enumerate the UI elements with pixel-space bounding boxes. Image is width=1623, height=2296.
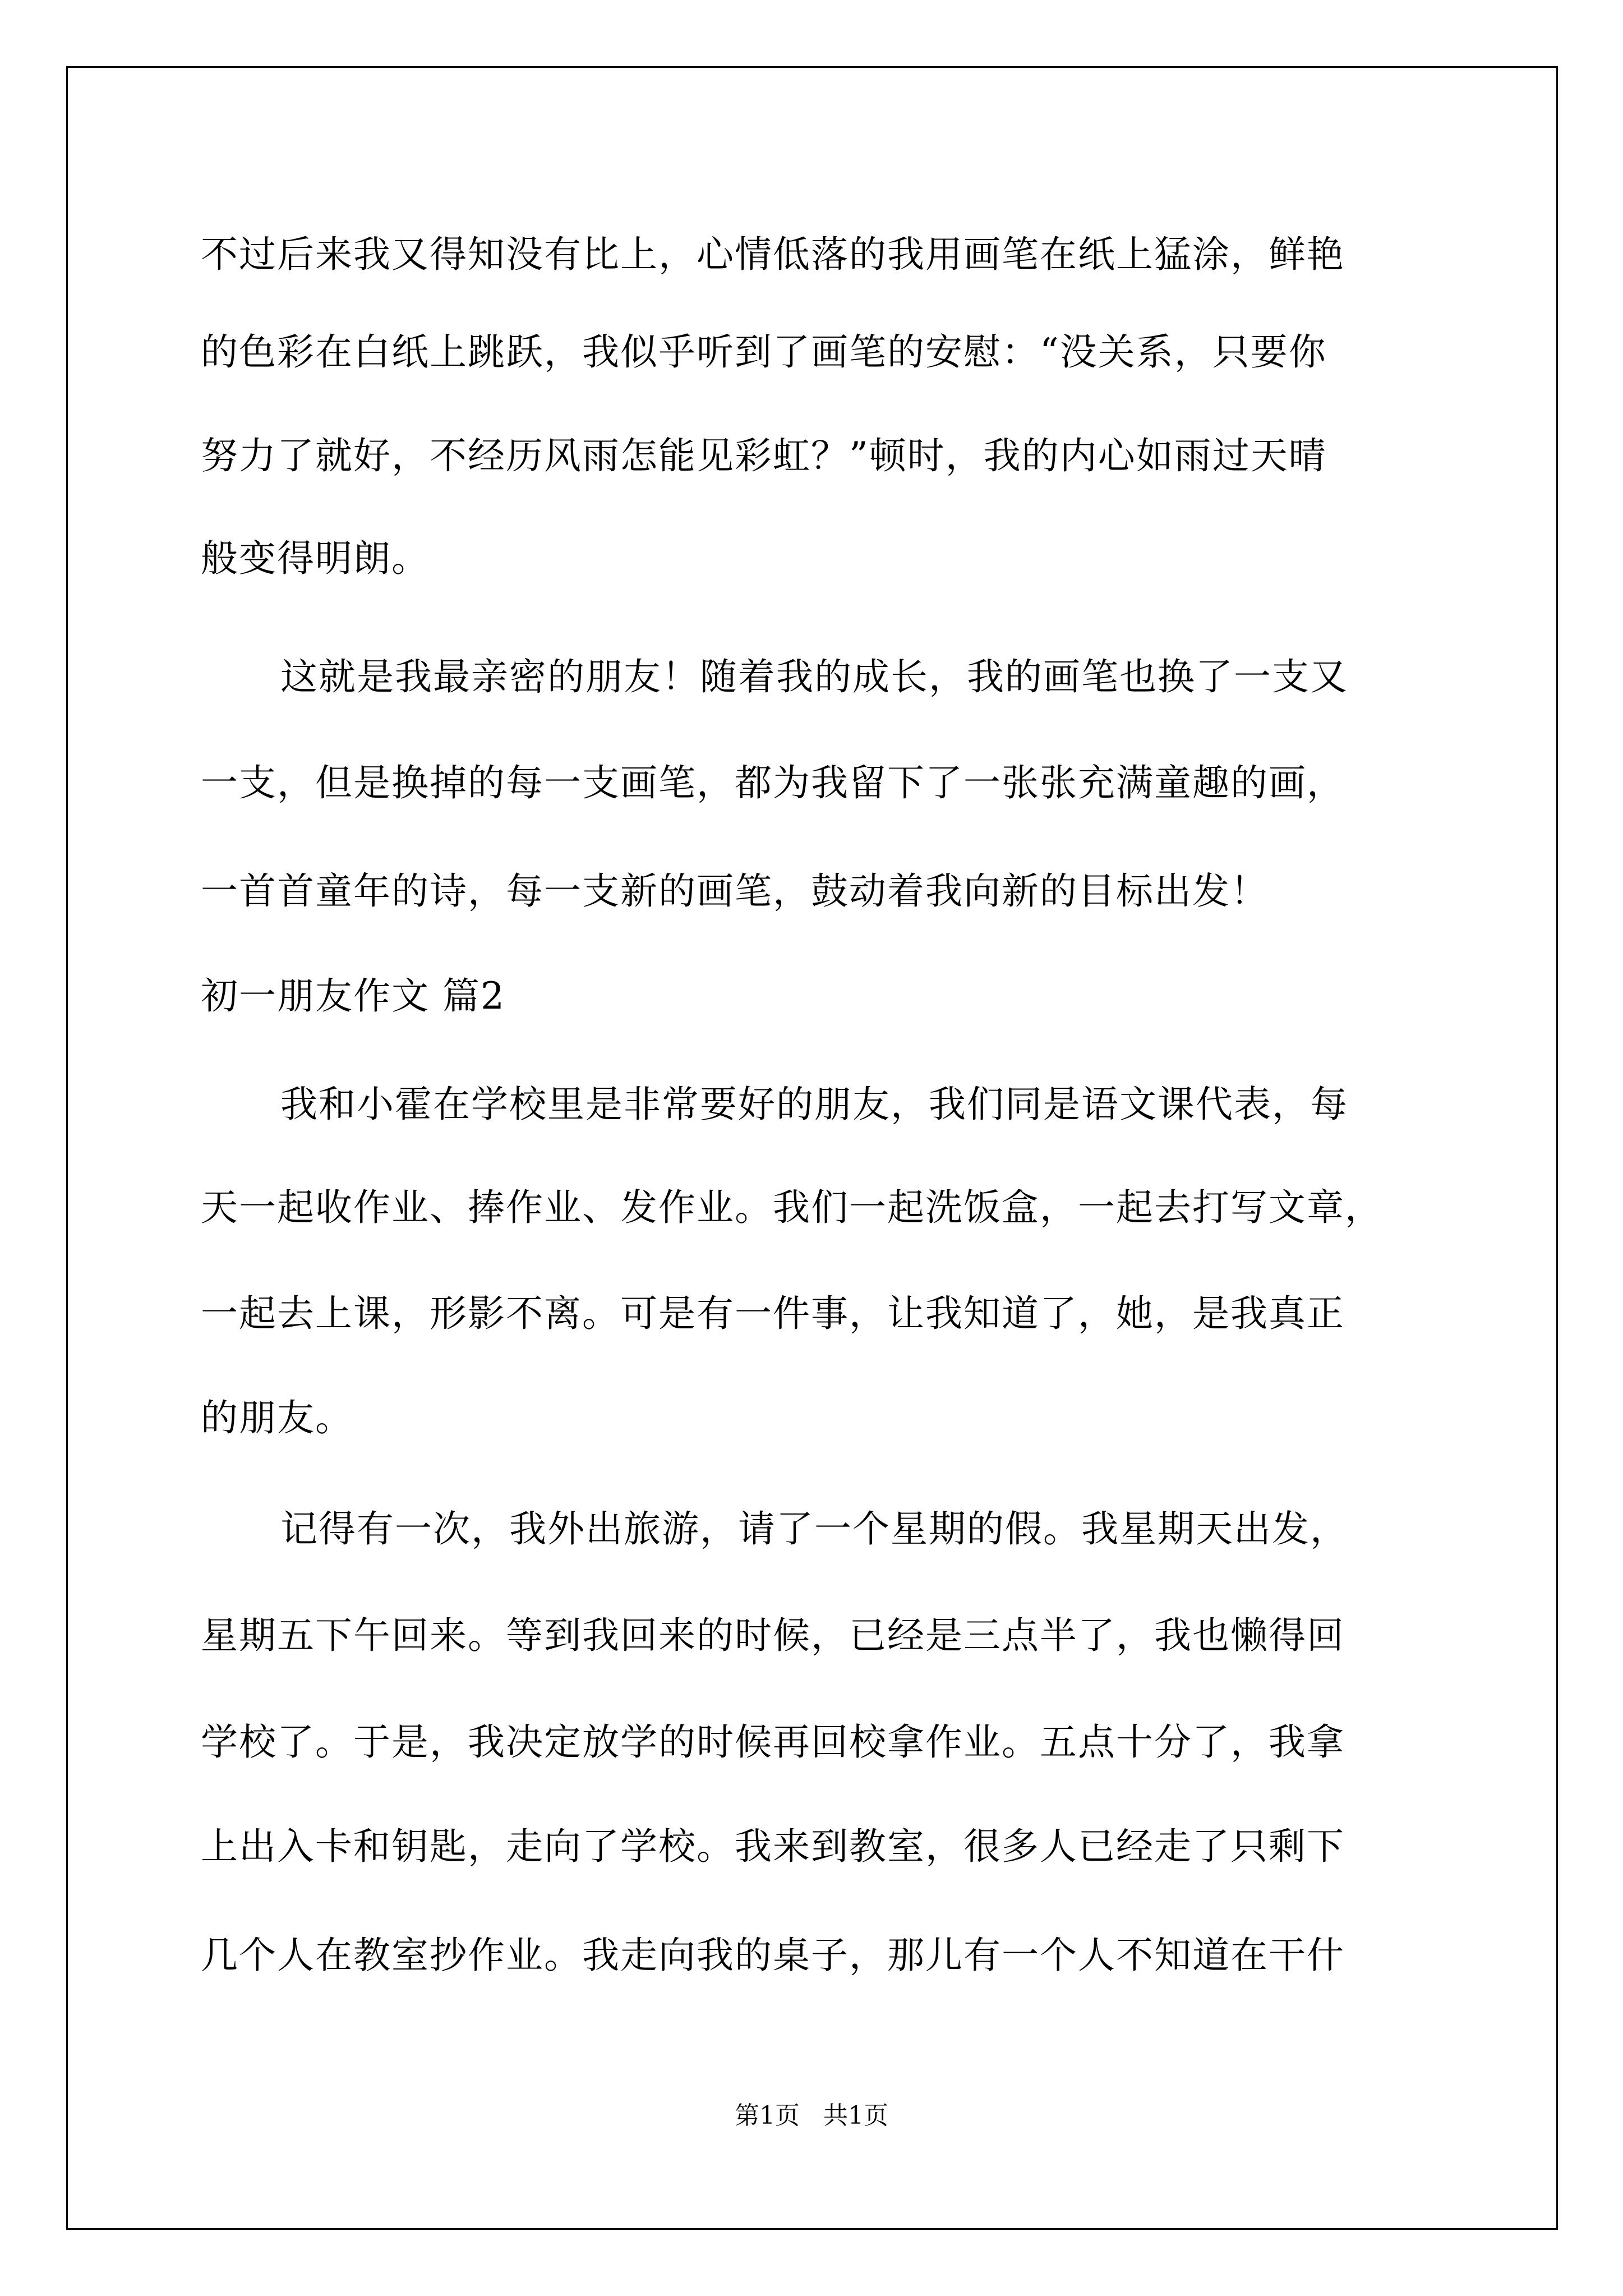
text-line: 学校了。于是，我决定放学的时候再回校拿作业。五点十分了，我拿 — [201, 1720, 1345, 1764]
text-line: 的朋友。 — [201, 1396, 353, 1439]
text-line: 一首首童年的诗，每一支新的画笔，鼓动着我向新的目标出发！ — [201, 869, 1269, 913]
paragraph-first-line: 我和小霍在学校里是非常要好的朋友，我们同是语文课代表，每 — [280, 1083, 1348, 1126]
text-line: 的色彩在白纸上跳跃，我似乎听到了画笔的安慰：“没关系，只要你 — [201, 330, 1327, 374]
text-line: 上出入卡和钥匙，走向了学校。我来到教室，很多人已经走了只剩下 — [201, 1825, 1345, 1868]
section-heading: 初一朋友作文 篇2 — [201, 974, 505, 1018]
text-line: 天一起收作业、捧作业、发作业。我们一起洗饭盒，一起去打写文章， — [201, 1186, 1383, 1229]
page-border — [66, 66, 1558, 2230]
paragraph-first-line: 记得有一次，我外出旅游，请了一个星期的假。我星期天出发， — [280, 1507, 1348, 1550]
page-footer: 第1页 共1页 — [735, 2101, 888, 2130]
paragraph-first-line: 这就是我最亲密的朋友！随着我的成长，我的画笔也换了一支又 — [280, 655, 1348, 698]
text-line: 努力了就好，不经历风雨怎能见彩虹？”顿时，我的内心如雨过天晴 — [201, 434, 1327, 477]
text-line: 一起去上课，形影不离。可是有一件事，让我知道了，她，是我真正 — [201, 1292, 1345, 1335]
text-line: 几个人在教室抄作业。我走向我的桌子，那儿有一个人不知道在干什 — [201, 1934, 1345, 1977]
text-line: 不过后来我又得知没有比上，心情低落的我用画笔在纸上猛涂，鲜艳 — [201, 233, 1345, 276]
text-line: 星期五下午回来。等到我回来的时候，已经是三点半了，我也懒得回 — [201, 1614, 1345, 1657]
text-line: 一支，但是换掉的每一支画笔，都为我留下了一张张充满童趣的画， — [201, 761, 1345, 804]
text-line: 般变得明朗。 — [201, 537, 430, 580]
